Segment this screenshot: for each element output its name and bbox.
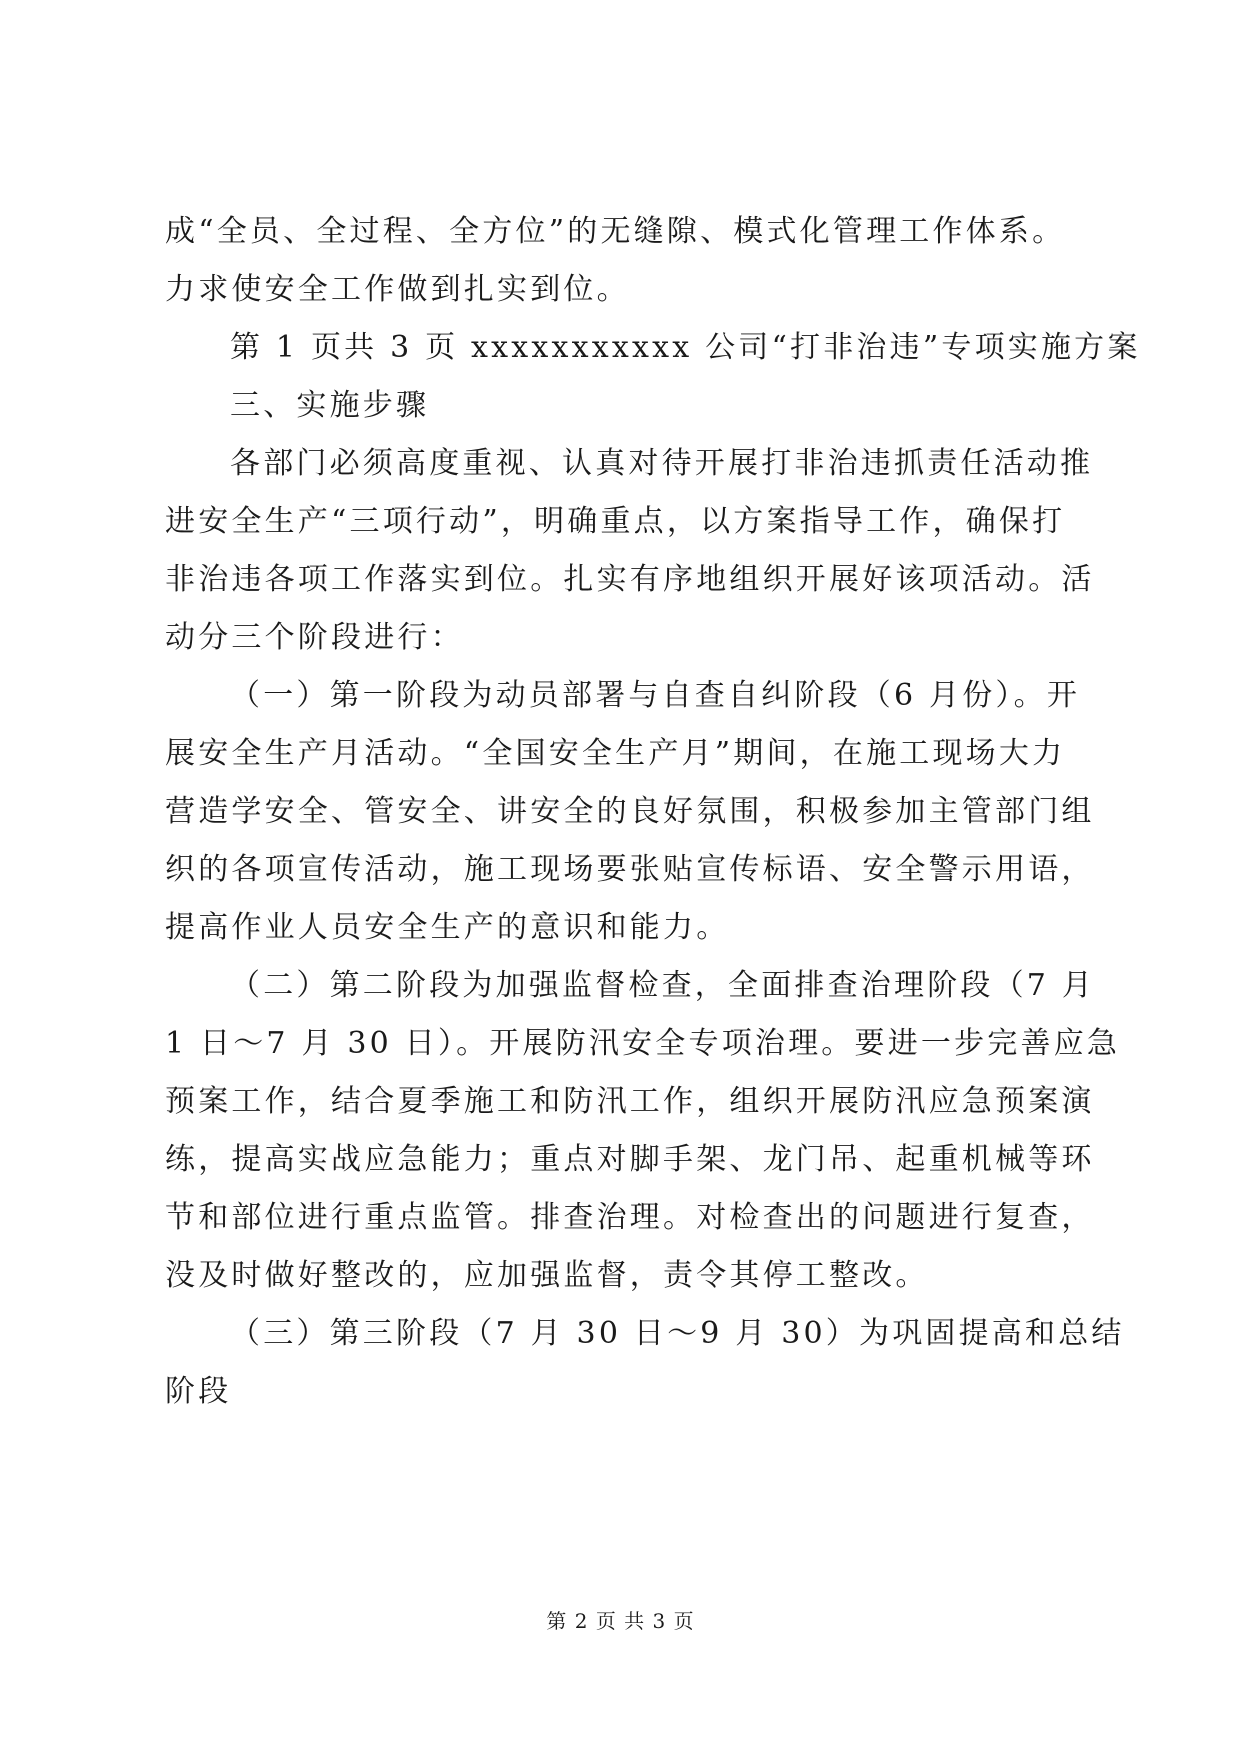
body-line: 提高作业人员安全生产的意识和能力。: [165, 910, 730, 945]
body-line: 练，提高实战应急能力；重点对脚手架、龙门吊、起重机械等环: [165, 1142, 1095, 1177]
section-heading: 三、实施步骤: [230, 388, 430, 423]
body-line: 各部门必须高度重视、认真对待开展打非治违抓责任活动推: [230, 446, 1094, 481]
body-line: 阶段: [165, 1374, 232, 1409]
body-line: 展安全生产月活动。“全国安全生产月”期间，在施工现场大力: [165, 736, 1066, 771]
body-line: 营造学安全、管安全、讲安全的良好氛围，积极参加主管部门组: [165, 794, 1095, 829]
body-line: 没及时做好整改的，应加强监督，责令其停工整改。: [165, 1258, 929, 1293]
body-line: 非治违各项工作落实到位。扎实有序地组织开展好该项活动。活: [165, 562, 1095, 597]
body-line: 成“全员、全过程、全方位”的无缝隙、模式化管理工作体系。: [165, 214, 1066, 249]
page-header-line: 第 1 页共 3 页 xxxxxxxxxxx 公司“打非治违”专项实施方案: [230, 330, 1141, 365]
body-line: 动分三个阶段进行：: [165, 620, 464, 655]
body-line: 1 日～7 月 30 日）。开展防汛安全专项治理。要进一步完善应急: [165, 1026, 1121, 1061]
page-footer: 第 2 页 共 3 页: [546, 1609, 695, 1633]
body-line: （三）第三阶段（7 月 30 日～9 月 30）为巩固提高和总结: [230, 1316, 1125, 1351]
body-line: 织的各项宣传活动，施工现场要张贴宣传标语、安全警示用语，: [165, 852, 1095, 887]
body-line: 力求使安全工作做到扎实到位。: [165, 272, 630, 307]
body-line: 进安全生产“三项行动”，明确重点，以方案指导工作，确保打: [165, 504, 1066, 539]
body-line: （二）第二阶段为加强监督检查，全面排查治理阶段（7 月: [230, 968, 1096, 1003]
body-line: 预案工作，结合夏季施工和防汛工作，组织开展防汛应急预案演: [165, 1084, 1095, 1119]
body-line: （一）第一阶段为动员部署与自查自纠阶段（6 月份）。开: [230, 678, 1081, 713]
body-line: 节和部位进行重点监管。排查治理。对检查出的问题进行复查，: [165, 1200, 1095, 1235]
